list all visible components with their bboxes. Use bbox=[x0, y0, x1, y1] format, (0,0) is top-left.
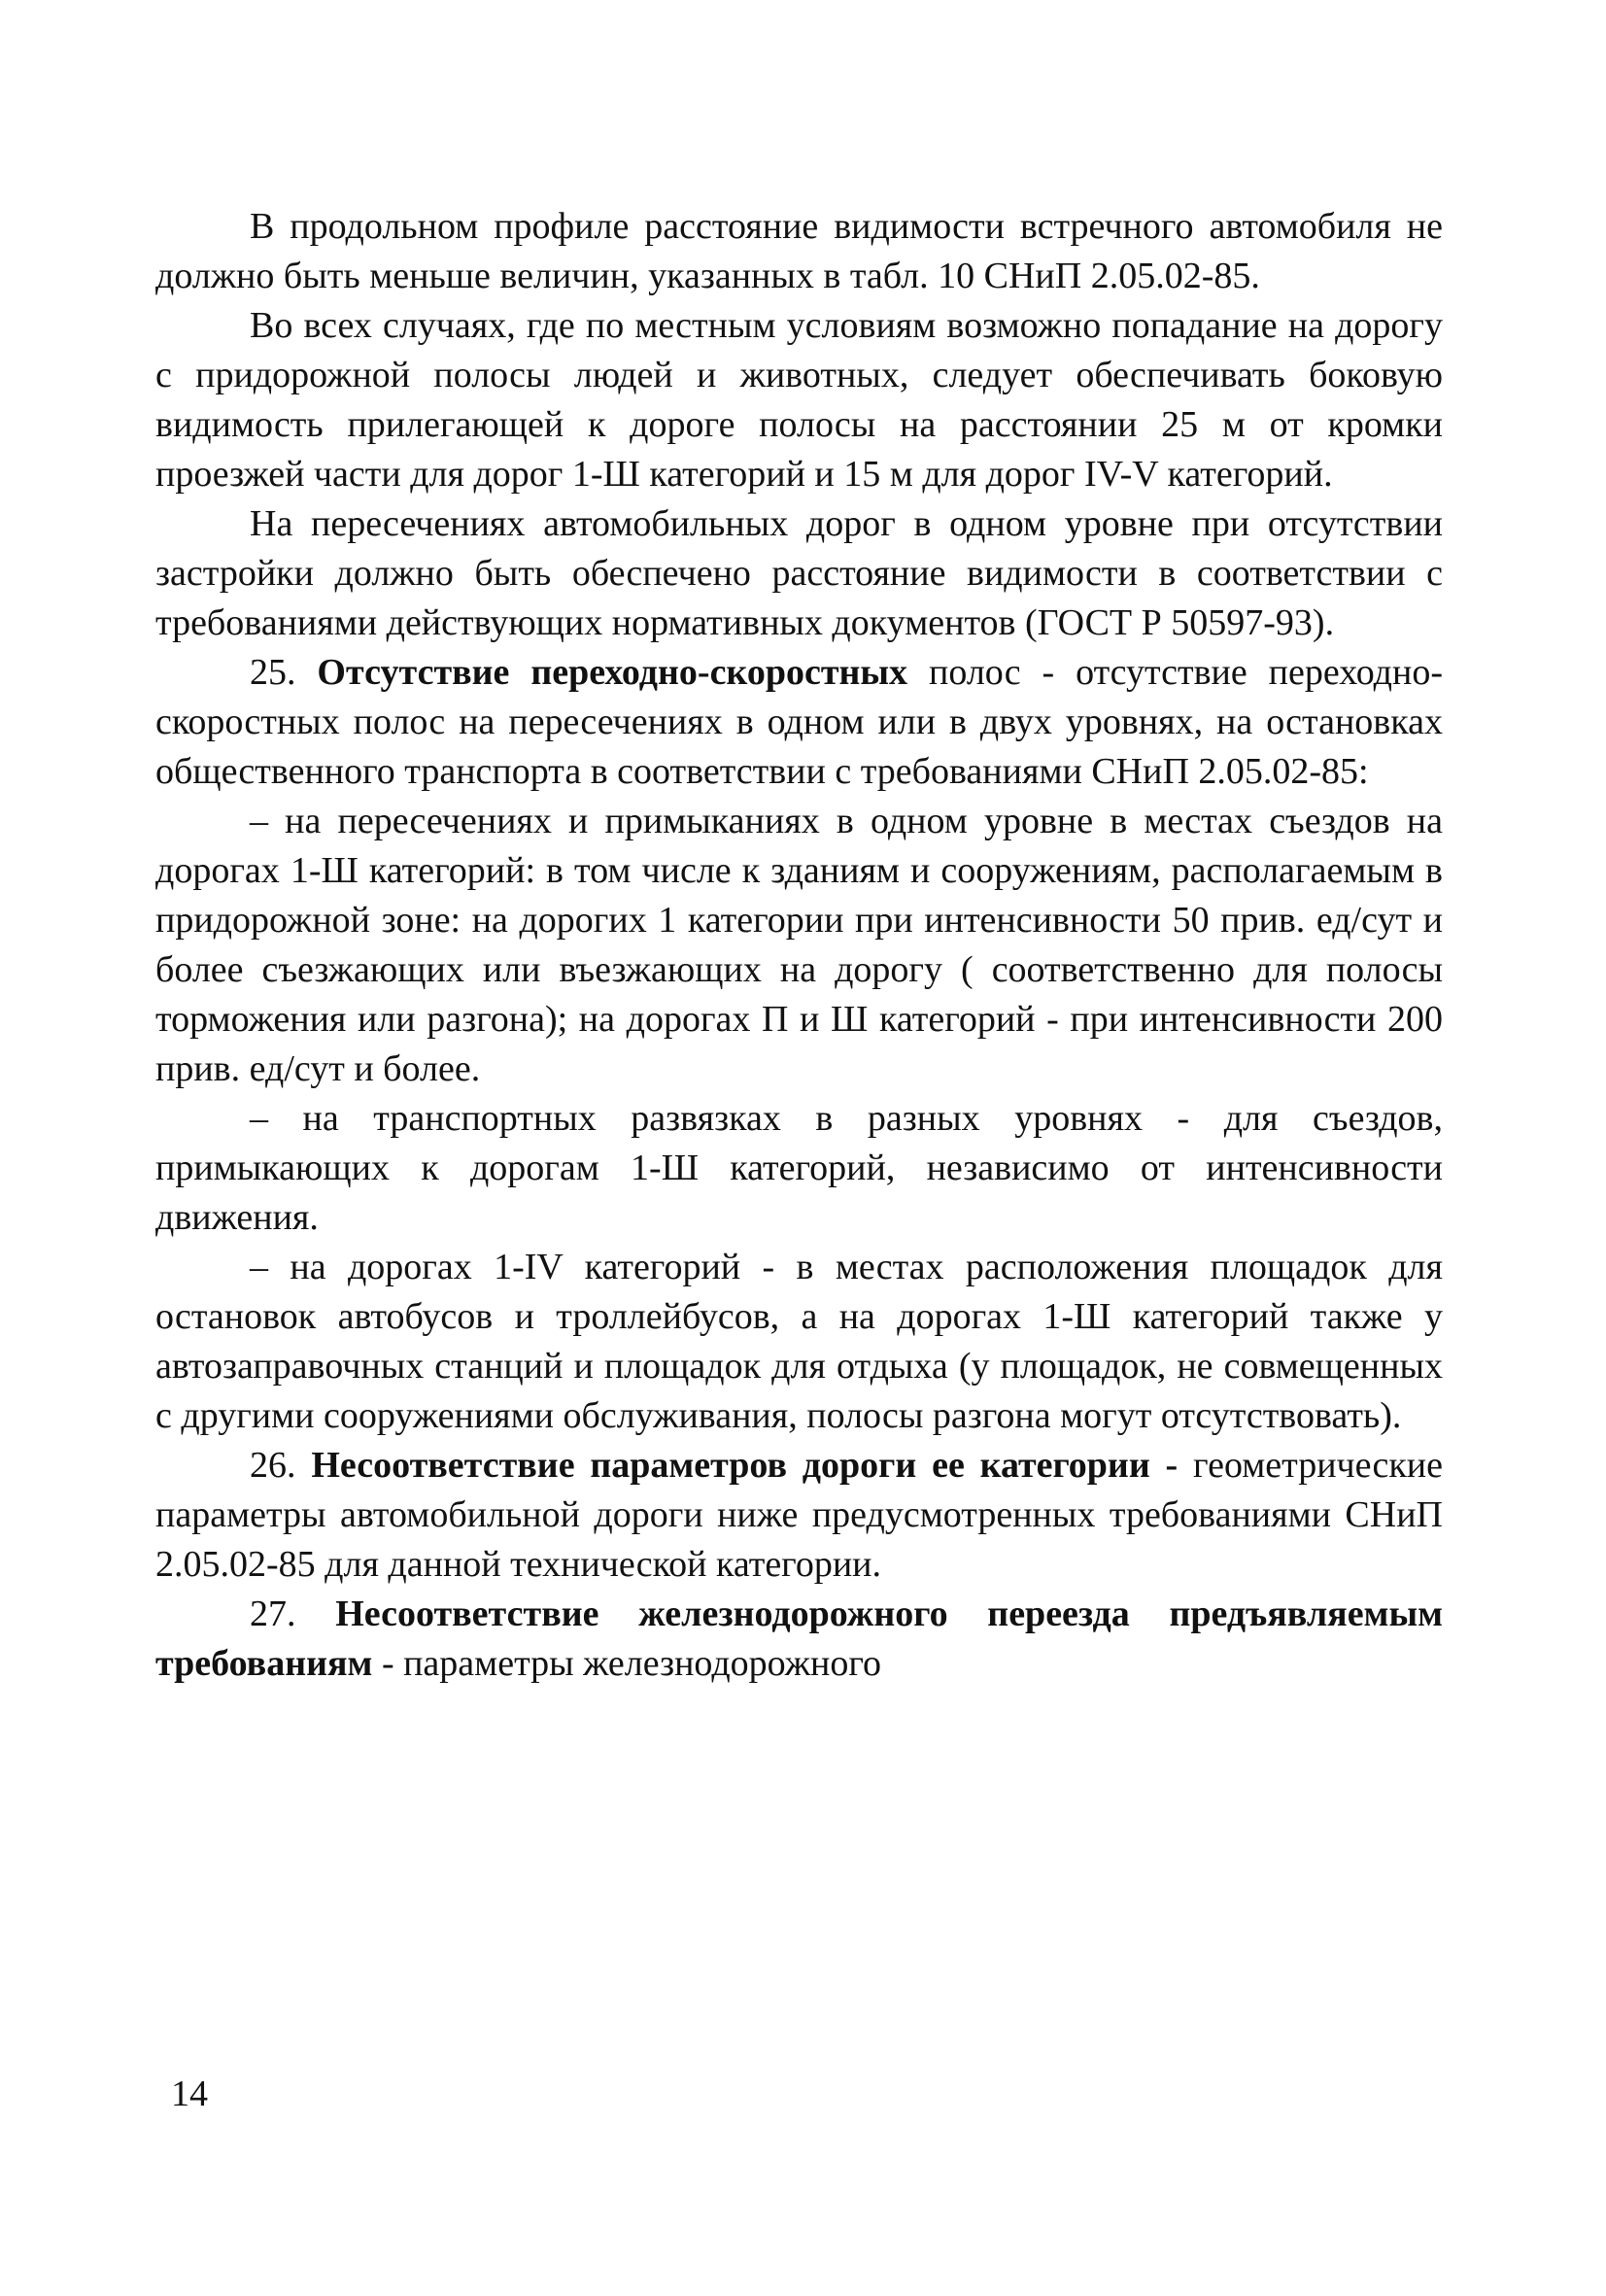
page-body bbox=[155, 202, 1443, 1689]
item-26-title: Несоответствие параметров дороги ее категории - bbox=[311, 1445, 1179, 1486]
item-25-number: 25. bbox=[250, 652, 296, 693]
item-25-text: полос - отсутствие переходно-скоростных полос на пересечениях в одном или в двух уровнях, на остановках общественного транспорта в соответствии с требованиями СНиП 2.05.02-85: bbox=[155, 652, 1443, 792]
paragraph-visibility-profile: В продольном профиле расстояние видимости встречного автомобиля не должно быть меньше величин, указанных в табл. 10 СНиП 2.05.02-85. bbox=[155, 206, 1443, 296]
item-26 bbox=[155, 1441, 1443, 1590]
item-27 bbox=[155, 1590, 1443, 1689]
item-27-text: - параметры железнодорожного bbox=[372, 1643, 881, 1684]
bullet-interchanges: – на транспортных развязках в разных уровнях - для съездов, примыкающих к дорогам 1-Ш категорий, независимо от интенсивности движения. bbox=[155, 1098, 1443, 1238]
bullet-intersections: – на пересечениях и примыканиях в одном уровне в местах съездов на дорогах 1-Ш категорий: в том числе к зданиям и сооружениям, располагаемым в придорожной зоне: на дорогих 1 категории при интенсивности 50 прив. ед/сут и более съезжающих или въезжающих на дорогу ( соответственно для полосы торможения или разгона); на дорогах П и Ш категорий - при интенсивности 200 прив. ед/сут и более. bbox=[155, 801, 1443, 1089]
item-25-title: Отсутствие переходно-скоростных bbox=[317, 652, 908, 693]
paragraph-side-visibility: Во всех случаях, где по местным условиям возможно попадание на дорогу с придорожной полосы людей и животных, следует обеспечивать боковую видимость прилегающей к дороге полосы на расстоянии 25 м от кромки проезжей части для дорог 1-Ш категорий и 15 м для дорог IV-V категорий. bbox=[155, 305, 1443, 495]
item-25 bbox=[155, 648, 1443, 797]
item-27-number: 27. bbox=[250, 1593, 296, 1634]
bullet-bus-stops: – на дорогах 1-IV категорий - в местах расположения площадок для остановок автобусов и троллейбусов, а на дорогах 1-Ш категорий также у автозаправочных станций и площадок для отдыха (у площадок, не совмещенных с другими сооружениями обслуживания, полосы разгона могут отсутствовать). bbox=[155, 1247, 1443, 1436]
page-number: 14 bbox=[171, 2073, 208, 2114]
item-27-title: Несоответствие железнодорожного переезда предъявляемым требованиям bbox=[155, 1593, 1443, 1684]
paragraph-intersections: На пересечениях автомобильных дорог в одном уровне при отсутствии застройки должно быть обеспечено расстояние видимости в соответствии с требованиями действующих нормативных документов (ГОСТ Р 50597-93). bbox=[155, 503, 1443, 643]
item-26-number: 26. bbox=[250, 1445, 296, 1486]
item-26-text: геометрические параметры автомобильной дороги ниже предусмотренных требованиями СНиП 2.05.02-85 для данной технической категории. bbox=[155, 1445, 1443, 1585]
